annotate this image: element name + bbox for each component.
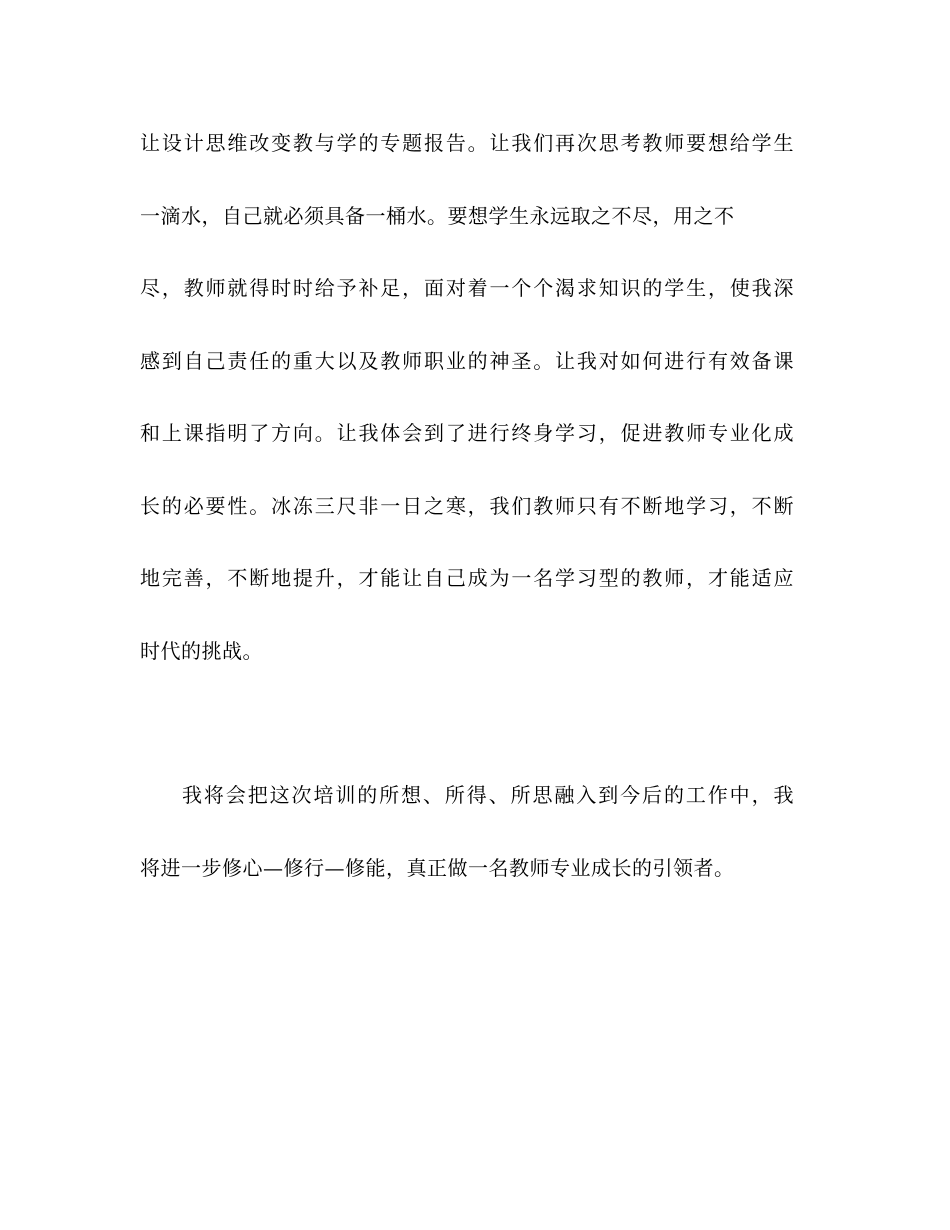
paragraph-line: 和上课指明了方向。让我体会到了进行终身学习，促进教师专业化成 [140, 421, 794, 445]
paragraph-line: 将进一步修心—修行—修能，真正做一名教师专业成长的引领者。 [140, 855, 735, 880]
paragraph-line: 感到自己责任的重大以及教师职业的神圣。让我对如何进行有效备课 [140, 348, 794, 373]
paragraph-1 [140, 133, 794, 713]
paragraph-line: 地完善，不断地提升，才能让自己成为一名学习型的教师，才能适应 [140, 566, 794, 590]
paragraph-line: 让设计思维改变教与学的专题报告。让我们再次思考教师要想给学生 [140, 131, 794, 155]
paragraph-line: 一滴水，自己就必须具备一桶水。要想学生永远取之不尽，用之不 [140, 203, 735, 228]
paragraph-line: 长的必要性。冰冻三尺非一日之寒，我们教师只有不断地学习，不断 [140, 493, 794, 518]
paragraph-line: 时代的挑战。 [140, 638, 263, 663]
paragraph-line: 尽，教师就得时时给予补足，面对着一个个渴求知识的学生，使我深 [140, 276, 794, 300]
paragraph-2 [140, 785, 794, 930]
paragraph-line: 我将会把这次培训的所想、所得、所思融入到今后的工作中，我 [182, 783, 794, 807]
